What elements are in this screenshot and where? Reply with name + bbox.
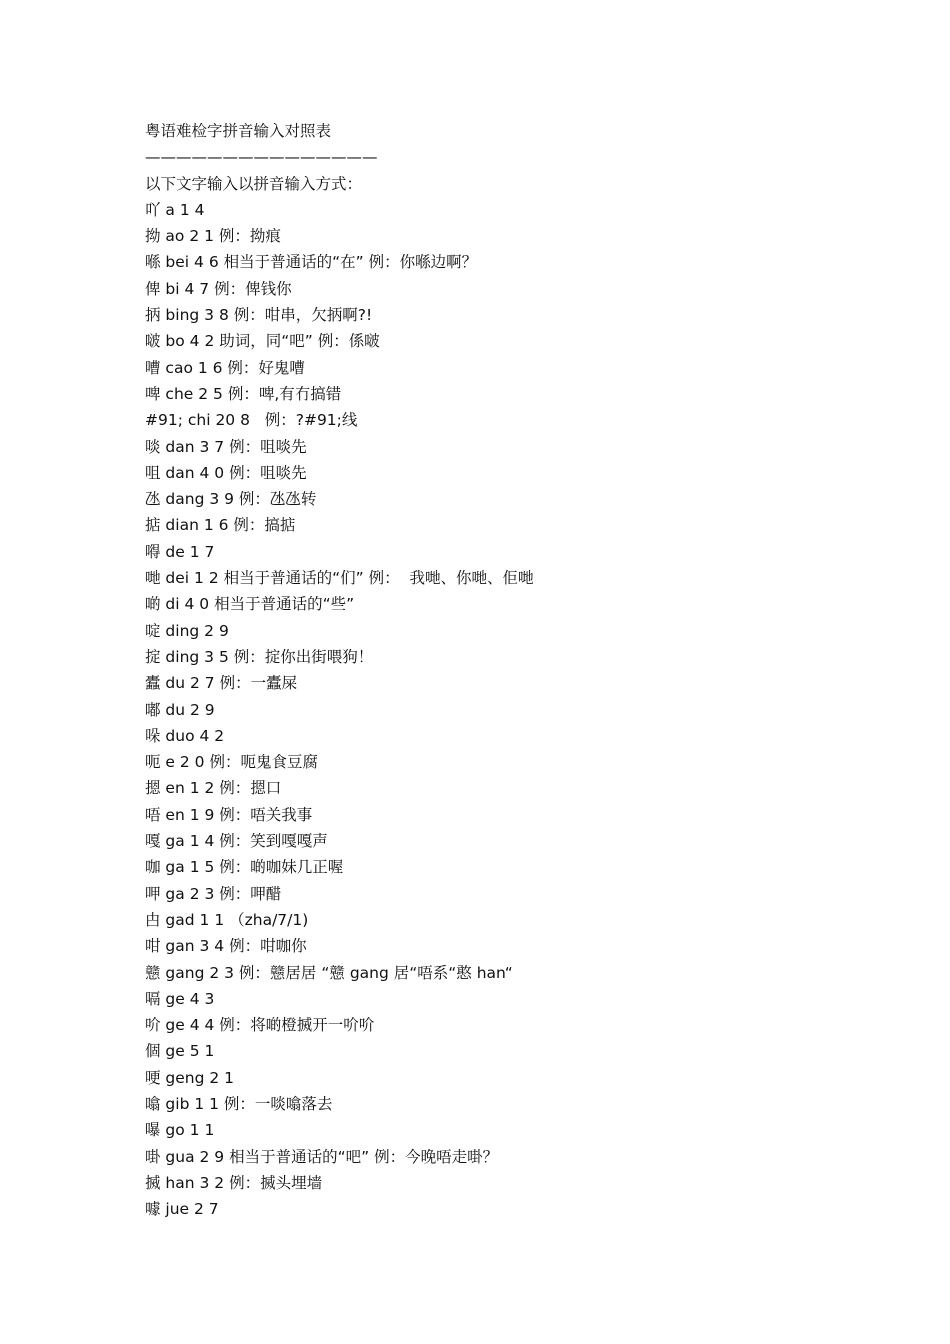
- entry-line: #91; chi 20 8 例：?#91;线: [145, 411, 358, 430]
- entry-line: 嚗 go 1 1: [145, 1121, 215, 1140]
- entry-line: 蠹 du 2 7 例：一蠹屎: [145, 674, 298, 693]
- entry-line: 咖 ga 1 5 例：啲咖妹几正喔: [145, 858, 344, 877]
- entry-line: 掟 ding 3 5 例：掟你出街喂狗！: [145, 647, 374, 666]
- entry-line: 掂 dian 1 6 例：搞掂: [145, 516, 296, 535]
- entry-line: 甴 gad 1 1 （zha/7/1): [145, 910, 309, 929]
- entry-line: 哚 duo 4 2: [145, 726, 225, 745]
- entry-line: 吤 ge 4 4 例：将啲橙搣开一吤吤: [145, 1016, 375, 1035]
- entry-line: 嘟 du 2 9: [145, 700, 215, 719]
- intro-text: 以下文字输入以拼音输入方式：: [145, 174, 363, 193]
- entry-line: 咀 dan 4 0 例：咀啖先: [145, 463, 307, 482]
- entry-line: 啩 gua 2 9 相当于普通话的“吧” 例：今晚唔走啩？: [145, 1147, 499, 1166]
- entry-line: 嗝 ge 4 3: [145, 989, 215, 1008]
- entry-line: 個 ge 5 1: [145, 1042, 215, 1061]
- entry-line: 氹 dang 3 9 例：氹氹转: [145, 490, 317, 509]
- entry-line: 啤 che 2 5 例：啤,有冇搞错: [145, 384, 342, 403]
- entry-line: 噱 jue 2 7: [145, 1200, 219, 1219]
- entry-line: 抦 bing 3 8 例：咁串，欠抦啊?!: [145, 306, 373, 325]
- entry-line: 啖 dan 3 7 例：咀啖先: [145, 437, 307, 456]
- document-body: [145, 118, 865, 1222]
- document-title: 粤语难检字拼音输入对照表: [145, 122, 332, 140]
- entry-line: 喺 bei 4 6 相当于普通话的“在” 例：你喺边啊？: [145, 253, 478, 272]
- entry-line: 噏 gib 1 1 例：一啖噏落去: [145, 1094, 333, 1113]
- entry-line: 啶 ding 2 9: [145, 621, 229, 640]
- entry-line: 啵 bo 4 2 助词，同“吧” 例：係啵: [145, 332, 380, 351]
- separator-line: ———————————————: [145, 148, 378, 167]
- entry-line: 唔 en 1 9 例：唔关我事: [145, 805, 313, 824]
- entry-line: 哽 geng 2 1: [145, 1068, 235, 1087]
- entry-line: 呃 e 2 0 例：呃鬼食豆腐: [145, 753, 318, 772]
- entry-line: 俾 bi 4 7 例：俾钱你: [145, 279, 292, 298]
- entry-line: 啲 di 4 0 相当于普通话的“些”: [145, 595, 355, 614]
- entry-line: 嘚 de 1 7: [145, 542, 215, 561]
- entry-line: 咁 gan 3 4 例：咁咖你: [145, 937, 307, 956]
- entry-line: 搣 han 3 2 例：搣头埋墙: [145, 1173, 323, 1192]
- entry-line: 摁 en 1 2 例：摁口: [145, 779, 282, 798]
- entry-line: 呷 ga 2 3 例：呷醋: [145, 884, 282, 903]
- entry-line: 哋 dei 1 2 相当于普通话的“们” 例： 我哋、你哋、佢哋: [145, 569, 534, 588]
- entry-line: 戆 gang 2 3 例：戆居居 “戆 gang 居“唔系“憨 han“: [145, 963, 513, 982]
- entry-line: 吖 a 1 4: [145, 200, 205, 219]
- entry-line: 拗 ao 2 1 例：拗痕: [145, 227, 281, 246]
- entry-line: 嘎 ga 1 4 例：笑到嘎嘎声: [145, 832, 328, 851]
- entry-line: 嘈 cao 1 6 例：好鬼嘈: [145, 358, 305, 377]
